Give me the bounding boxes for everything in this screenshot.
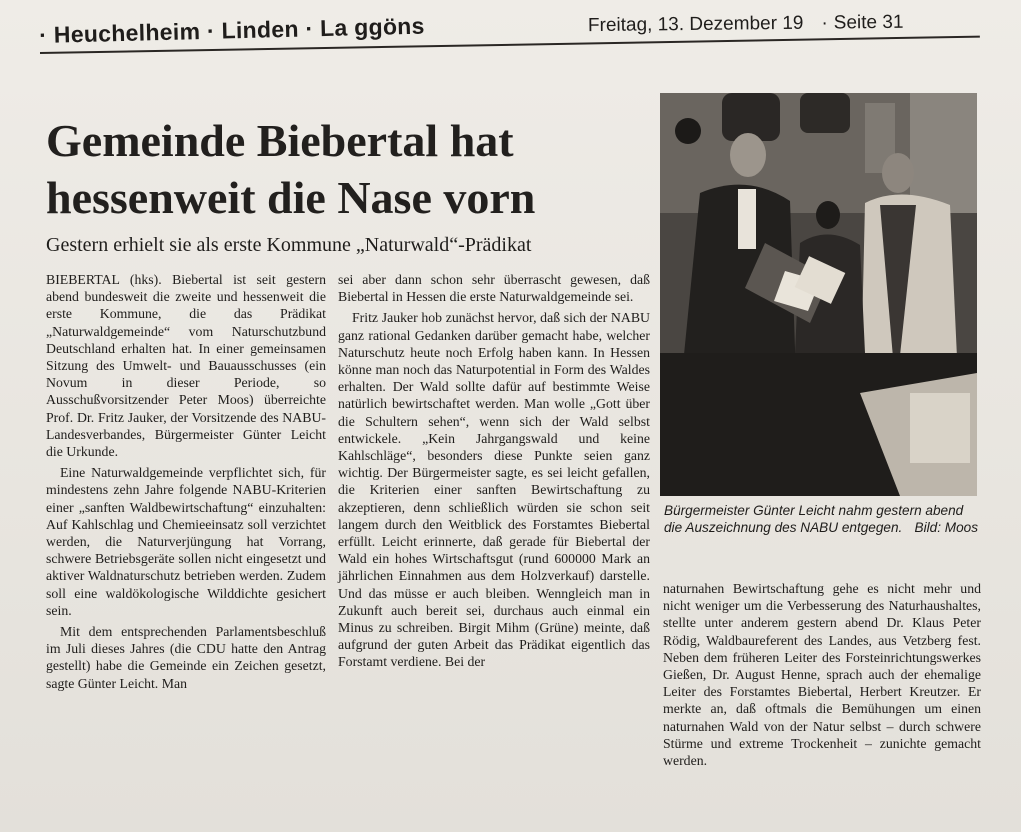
article-column-3 — [663, 580, 981, 820]
paragraph: naturnahen Bewirtschaftung gehe es nicht mehr und nicht weniger um die Verbesserung des Naturhaushaltes, stellte unter anderem gestern abend Dr. Klaus Peter Rödig, Waldbaureferent des Landes, aus Vetzberg fest. Neben dem früheren Leiter des Forsteinrichtungswerkes Gießen, Dr. August Henne, sprach auch der ehemalige Leiter des Forstamtes Biebertal, Herbert Kreutzer. Er merkte an, daß oftmals die Bemühungen um einen naturnahen Wald von der Natur selbst – durch schwere Stürme und extreme Trockenheit – zunichte gemacht werden. — [663, 581, 981, 769]
article-photo — [660, 93, 977, 496]
article-column-1 — [46, 271, 326, 811]
photo-caption — [664, 502, 978, 562]
headline-line-2: hessenweit die Nase vorn — [46, 172, 536, 223]
article-column-2 — [338, 271, 650, 821]
photo-credit: Bild: Moos — [914, 520, 978, 535]
paragraph: Fritz Jauker hob zunächst hervor, daß sich der NABU ganz rational Gedanken darüber gemacht habe, welcher Naturschutz heute noch Erfolg haben kann. In Hessen könne man noch das Naturpotential in Form des Waldes erhalten. Der Wald sollte dafür auf bestimmte Weise natürlich bewirtschaftet werden. Man wolle „Gott über die Schultern sehen“, wenn sich der Wald selbst entwickele. „Kein Jahrgangswald und keine Kahlschläge“, besonders diese Punkte seien ganz wichtig. Der Bürgermeister sagte, es sei leicht gefallen, die Kriterien einer sanften Bewirtschaftung zu akzeptieren, denn schließlich würden sie schon seit langem durch den Weitblick des Forstamtes Biebertal erfüllt. Leicht erinnerte, daß gerade für Biebertal der Wald ein hohes Wirtschaftsgut (rund 600000 Mark an jährlichen Einnahmen aus dem Holzverkauf) darstelle. Und das müsse er auch bleiben. Wenngleich man in Zukunft auch bereit sei, durchaus auch einmal ein Minus zu schreiben. Birgit Mihm (Grüne) meinte, daß aufgrund der guten Arbeit das Prädikat eigentlich das Forstamt verdiene. Bei der — [338, 310, 650, 670]
header-page-number: Seite 31 — [833, 11, 904, 34]
headline-line-1: Gemeinde Biebertal hat — [46, 115, 514, 166]
paragraph: Mit dem entsprechenden Parlamentsbeschluß im Juli dieses Jahres (die CDU hatte den Antrag gestellt) habe die Gemeinde ein Zeichen gesetzt, sagte Günter Leicht. Man — [46, 624, 326, 691]
article-headline — [46, 112, 656, 232]
header-locations: · Heuchelheim · Linden · La ggöns — [38, 12, 425, 49]
header-date: Freitag, 13. Dezember 19 — [587, 12, 804, 37]
caption-text: Bürgermeister Günter Leicht nahm gestern abend die Auszeichnung des NABU entgegen. — [664, 503, 964, 535]
article-subheadline: Gestern erhielt sie als erste Kommune „Naturwald“-Prädikat — [46, 234, 532, 256]
paragraph: BIEBERTAL (hks). Biebertal ist seit gestern abend bundesweit die zweite und hessenweit die erste Kommune, die das Prädikat „Naturwaldgemeinde“ vom Naturschutzbund Deutschland erhalten hat. In einer gemeinsamen Sitzung des Umwelt- und Bauausschusses (ein Novum in dieser Periode, so Ausschußvorsitzender Peter Moos) überreichte Prof. Dr. Fritz Jauker, der Vorsitzende des NABU-Landesverbandes, Bürgermeister Günter Leicht die Urkunde. — [46, 272, 326, 460]
paragraph: sei aber dann schon sehr überrascht gewesen, daß Biebertal in Hessen die erste Naturwaldgemeinde sei. — [338, 272, 650, 305]
header-separator: · — [821, 12, 828, 34]
paragraph: Eine Naturwaldgemeinde verpflichtet sich, für mindestens zehn Jahre folgende NABU-Kriterien einer „sanften Waldbewirtschaftung“ einzuhalten: Auf Kahlschlag und Chemieeinsatz soll verzichtet werden, die Naturverjüngung hat Vorrang, schwere Betriebsgeräte sollen nicht eingesetzt und aktiver Waldnaturschutz betrieben werden. Zudem soll eine waldökologische Wilddichte gesichert sein. — [46, 465, 326, 618]
photo-image — [660, 93, 977, 496]
